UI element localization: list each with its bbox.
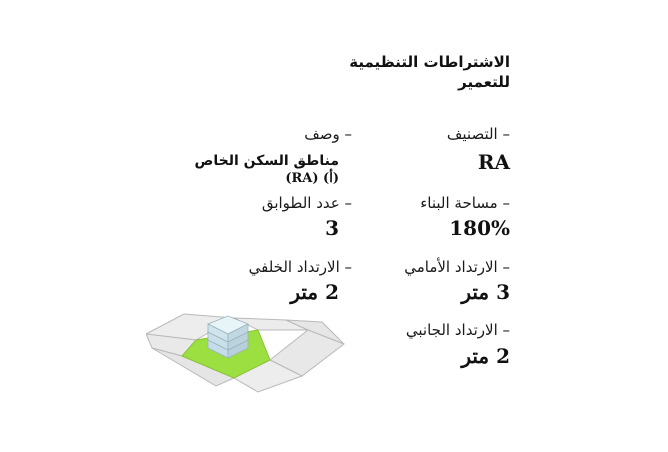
- building-area-value: 180%: [449, 216, 510, 240]
- parcel-illustration: [146, 296, 346, 396]
- rear-setback-label: – الارتداد الخلفي: [248, 258, 352, 276]
- side-setback-label: – الارتداد الجانبي: [405, 321, 510, 339]
- floors-value: 3: [325, 216, 339, 240]
- page-title: [290, 52, 510, 92]
- building-area-label: – مساحة البناء: [420, 194, 510, 212]
- title-line-1: الاشتراطات التنظيمية: [349, 53, 510, 71]
- rear-setback-value: 2 متر: [290, 280, 339, 304]
- description-value: مناطق السكن الخاص: [194, 153, 339, 169]
- description-value-sub: (RA) (أ): [285, 171, 339, 186]
- classification-value: RA: [477, 150, 510, 174]
- description-label: – وصف: [304, 125, 352, 143]
- title-line-2: للتعمير: [458, 73, 510, 91]
- front-setback-label: – الارتداد الأمامي: [404, 258, 510, 276]
- side-setback-value: 2 متر: [461, 344, 510, 368]
- front-setback-value: 3 متر: [461, 280, 510, 304]
- classification-label: – التصنيف: [446, 125, 510, 143]
- floors-label: – عدد الطوابق: [261, 194, 352, 212]
